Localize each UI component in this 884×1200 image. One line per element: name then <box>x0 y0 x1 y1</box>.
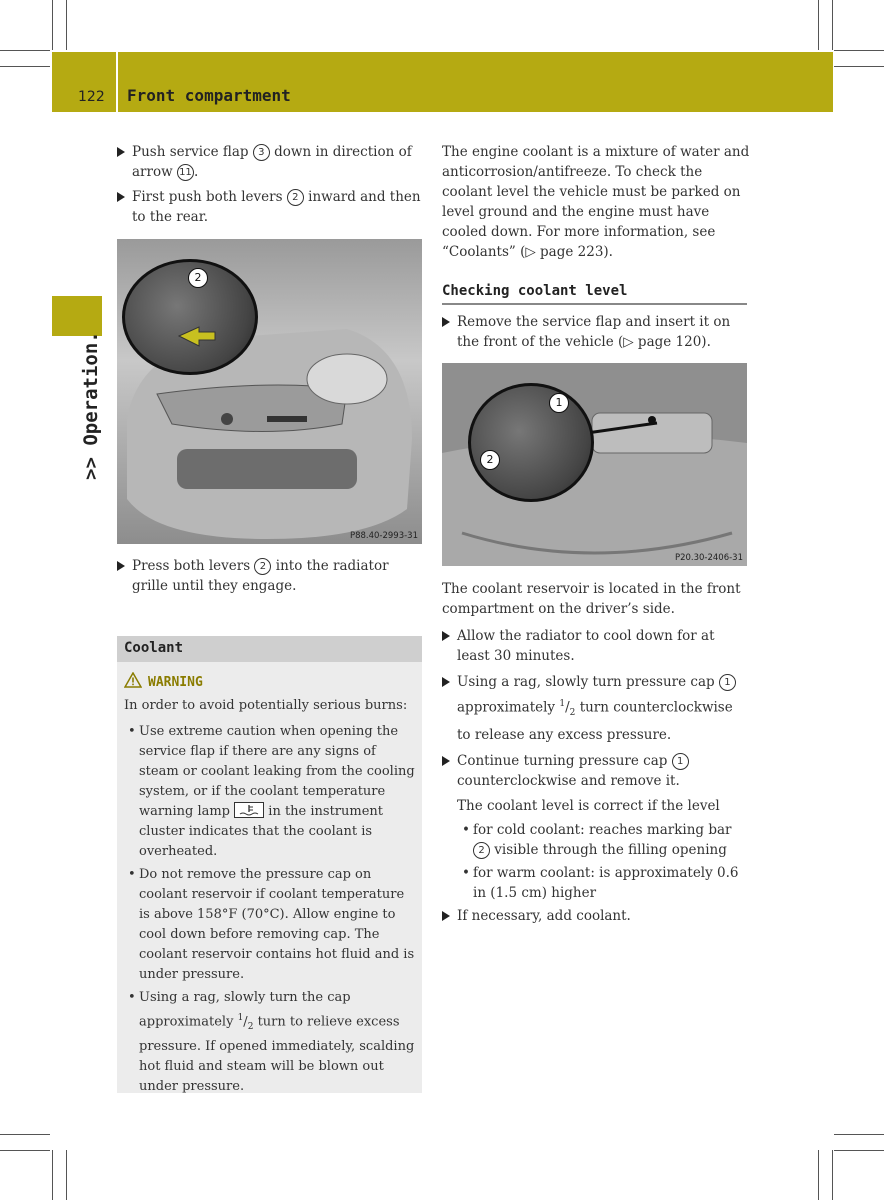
crop-mark <box>834 1134 884 1135</box>
warning-item: • Using a rag, slowly turn the cap approximately $^1/_2$ turn to relieve excess pressure. If opened immediately, scalding hot fluid and steam will be blown out under pressure. <box>127 988 417 1097</box>
warning-box <box>117 662 422 1093</box>
step-arrow-icon <box>442 631 450 641</box>
instruction-step: If necessary, add coolant. <box>442 906 750 926</box>
warning-item: • Use extreme caution when opening the service flap if there are any signs of steam or coolant leaking from the cooling system, or if the coolant temperature warning lamp in the instrument cluster indicates that the coolant is overheated. <box>127 722 417 862</box>
instruction-step: First push both levers 2 inward and then to the rear. <box>117 187 425 227</box>
crop-mark <box>0 1134 50 1135</box>
side-tab-label: >> Operation. <box>80 331 102 480</box>
callout-number: 1 <box>672 753 689 770</box>
lever-arrow-icon <box>177 324 217 349</box>
reservoir-location-text: The coolant reservoir is located in the front compartment on the driver’s side. <box>442 581 741 617</box>
step-arrow-icon <box>442 677 450 687</box>
left-column <box>117 142 425 232</box>
level-condition-item: • for warm coolant: is approximately 0.6 in (1.5 cm) higher <box>461 863 750 903</box>
right-step1 <box>442 312 750 357</box>
warning-intro: In order to avoid potentially serious burns: <box>124 698 408 713</box>
callout-number: 2 <box>254 558 271 575</box>
callout-number: 1 <box>719 674 736 691</box>
section-heading: Coolant <box>117 636 422 662</box>
instruction-step: Push service flap 3 down in direction of arrow 11 . <box>117 142 425 182</box>
step-arrow-icon <box>442 317 450 327</box>
instruction-step: Allow the radiator to cool down for at least 30 minutes. <box>442 626 750 666</box>
crop-mark <box>0 66 50 67</box>
level-condition-item: • for cold coolant: reaches marking bar 2 visible through the filling opening <box>461 820 750 860</box>
crop-mark <box>834 1150 884 1151</box>
crop-mark <box>832 0 833 50</box>
step-arrow-icon <box>117 561 125 571</box>
crop-mark <box>0 50 50 51</box>
callout-number: 11 <box>177 164 194 181</box>
crop-mark <box>0 1150 50 1151</box>
step-arrow-icon <box>117 192 125 202</box>
car-front-photo <box>117 239 422 544</box>
warning-list <box>127 722 417 1100</box>
callout-1: 1 <box>549 393 569 413</box>
coolant-temperature-warning-icon <box>234 802 264 818</box>
step-arrow-icon <box>117 147 125 157</box>
crop-mark <box>52 0 53 50</box>
crop-mark <box>818 1150 819 1200</box>
instruction-step: Using a rag, slowly turn pressure cap 1 approximately $^1/_2$ turn counterclockwise to release any excess pressure. <box>442 671 750 746</box>
instruction-step: Press both levers 2 into the radiator grille until they engage. <box>117 556 425 596</box>
crop-mark <box>818 0 819 50</box>
callout-number: 2 <box>473 842 490 859</box>
photo-code: P20.30-2406-31 <box>674 553 743 563</box>
level-text: The coolant level is correct if the level <box>457 798 720 815</box>
crop-mark <box>52 1150 53 1200</box>
intro-paragraph: The engine coolant is a mixture of water and anticorrosion/antifreeze. To check the coolant level the vehicle must be parked on level ground and the engine must have cooled down. For more information, see “Coolants” (▷ page 223). <box>442 144 750 260</box>
warning-triangle-icon <box>124 672 142 688</box>
crop-mark <box>832 1150 833 1200</box>
step-arrow-icon <box>442 911 450 921</box>
page-number: 122 <box>78 89 105 105</box>
photo-code: P88.40-2993-31 <box>349 531 418 541</box>
warning-title: WARNING <box>124 672 203 690</box>
subheading-rule <box>442 303 747 305</box>
step-arrow-icon <box>442 756 450 766</box>
callout-number: 3 <box>253 144 270 161</box>
subheading: Checking coolant level <box>442 283 628 299</box>
callout-2: 2 <box>188 268 208 288</box>
page-title: Front compartment <box>127 86 291 105</box>
callout-2: 2 <box>480 450 500 470</box>
warning-item: • Do not remove the pressure cap on coolant reservoir if coolant temperature is above 158°F (70°C). Allow engine to cool down before removing cap. The coolant reservoir contains hot fluid and is under pressure. <box>127 865 417 985</box>
instruction-step: Continue turning pressure cap 1 counterclockwise and remove it. <box>442 751 750 791</box>
side-tab-marker <box>52 296 102 336</box>
instruction-step: Remove the service flap and insert it on the front of the vehicle (▷ page 120). <box>442 312 750 352</box>
crop-mark <box>66 1150 67 1200</box>
coolant-reservoir-photo <box>442 363 747 566</box>
header-divider <box>116 52 118 112</box>
level-conditions-list <box>461 820 750 903</box>
crop-mark <box>834 50 884 51</box>
left-column-lower <box>117 556 425 601</box>
crop-mark <box>834 66 884 67</box>
right-column-lower <box>442 579 750 931</box>
crop-mark <box>66 0 67 50</box>
callout-number: 2 <box>287 189 304 206</box>
reservoir-detail-inset <box>468 383 594 502</box>
